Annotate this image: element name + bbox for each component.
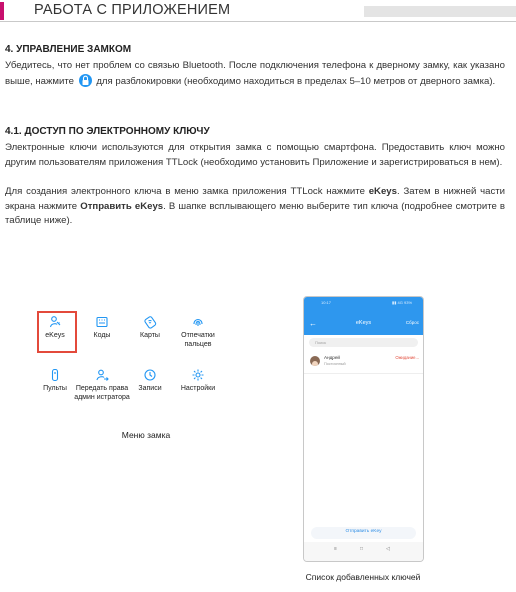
search-input[interactable] bbox=[309, 338, 418, 347]
section-41-paragraph-2 bbox=[5, 185, 505, 229]
page-header-title: РАБОТА С ПРИЛОЖЕНИЕМ bbox=[34, 2, 231, 18]
header-accent-mark bbox=[0, 2, 4, 20]
menu-label-cards: Карты bbox=[140, 332, 160, 339]
recent-apps-icon[interactable]: ≡ bbox=[334, 546, 337, 552]
send-ekey-label: Отправить eKey bbox=[345, 529, 382, 534]
menu-label-settings: Настройки bbox=[180, 385, 216, 392]
para2-text-a: Для создания электронного ключа в меню замка приложения TTLock нажмите bbox=[5, 186, 369, 197]
send-ekey-button[interactable] bbox=[311, 527, 416, 539]
section-41-paragraph-1: Электронные ключи используются для открытия замка с помощью смартфона. Предоставить ключ можно другим пользователям приложения TTLock (необходимо установить Приложение и зарегистрироваться в нем). bbox=[5, 142, 505, 168]
menu-label-remotes: Пульты bbox=[43, 385, 67, 392]
para2-send-ekeys-bold: Отправить eKeys bbox=[80, 200, 164, 212]
section-4-text-after: для разблокировки (необходимо находиться в пределах 5–10 метров от дверного замка). bbox=[93, 75, 496, 87]
codes-icon bbox=[95, 315, 109, 329]
menu-item-settings[interactable] bbox=[170, 368, 226, 394]
header-grey-bar bbox=[364, 6, 516, 17]
section-4-paragraph bbox=[5, 59, 505, 89]
phone-nav-bar bbox=[304, 542, 423, 561]
menu-item-fingerprints[interactable] bbox=[170, 315, 226, 349]
lock-menu-caption: Меню замка bbox=[121, 430, 171, 440]
phone-time: 10:17 bbox=[321, 300, 332, 305]
phone-system-indicators: ▮▮ 4G 93% bbox=[392, 300, 412, 305]
settings-icon bbox=[191, 368, 205, 382]
section-4-text-before: Убедитесь, что нет проблем со связью Bluetooth. После подключения телефона к дверному замку, как указано выше, нажмите bbox=[5, 60, 505, 87]
cards-icon bbox=[143, 315, 157, 329]
unlock-icon bbox=[79, 74, 92, 87]
para2-text-e: . В шапке всплывающего меню выберите тип ключа (подробнее смотрите в таблице ниже). bbox=[5, 200, 506, 227]
menu-label-records: Записи bbox=[138, 385, 162, 392]
menu-label-codes: Коды bbox=[93, 332, 111, 339]
records-icon bbox=[143, 368, 157, 382]
remote-icon bbox=[48, 368, 62, 382]
section-41-heading: 4.1. ДОСТУП ПО ЭЛЕКТРОННОМУ КЛЮЧУ bbox=[5, 126, 210, 137]
avatar bbox=[310, 356, 320, 366]
reset-button[interactable]: Сброс bbox=[405, 320, 419, 325]
back-arrow-icon[interactable]: ← bbox=[309, 319, 317, 328]
phone-app-bar bbox=[304, 297, 423, 335]
menu-label-ekeys: eKeys bbox=[45, 332, 65, 339]
nav-back-icon[interactable]: ◁ bbox=[386, 546, 390, 552]
phone-screenshot bbox=[303, 296, 424, 562]
menu-label-fingerprints: Отпечатки пальцев bbox=[181, 332, 215, 348]
ekey-user-name: Андрей bbox=[324, 355, 340, 360]
header-divider bbox=[0, 21, 516, 22]
para2-text-c: . Затем в нижней части экрана нажмите bbox=[5, 186, 505, 212]
ekey-status: Ожидание... bbox=[395, 355, 419, 360]
ekeys-icon bbox=[48, 315, 62, 329]
home-icon[interactable]: □ bbox=[360, 546, 364, 552]
lock-menu bbox=[24, 306, 244, 446]
menu-label-transfer-admin: Передать права админ истратора bbox=[74, 385, 130, 401]
search-placeholder: Поиск bbox=[315, 340, 327, 345]
phone-caption: Список добавленных ключей bbox=[305, 572, 421, 582]
phone-screen-title: eKeys bbox=[355, 320, 372, 326]
fingerprint-icon bbox=[191, 315, 205, 329]
section-4-heading: 4. УПРАВЛЕНИЕ ЗАМКОМ bbox=[5, 44, 132, 55]
ekey-type: Постоянный bbox=[324, 362, 346, 366]
transfer-admin-icon bbox=[95, 368, 109, 382]
ekey-list-item[interactable] bbox=[304, 351, 423, 374]
para2-ekeys-bold: eKeys bbox=[368, 186, 397, 197]
